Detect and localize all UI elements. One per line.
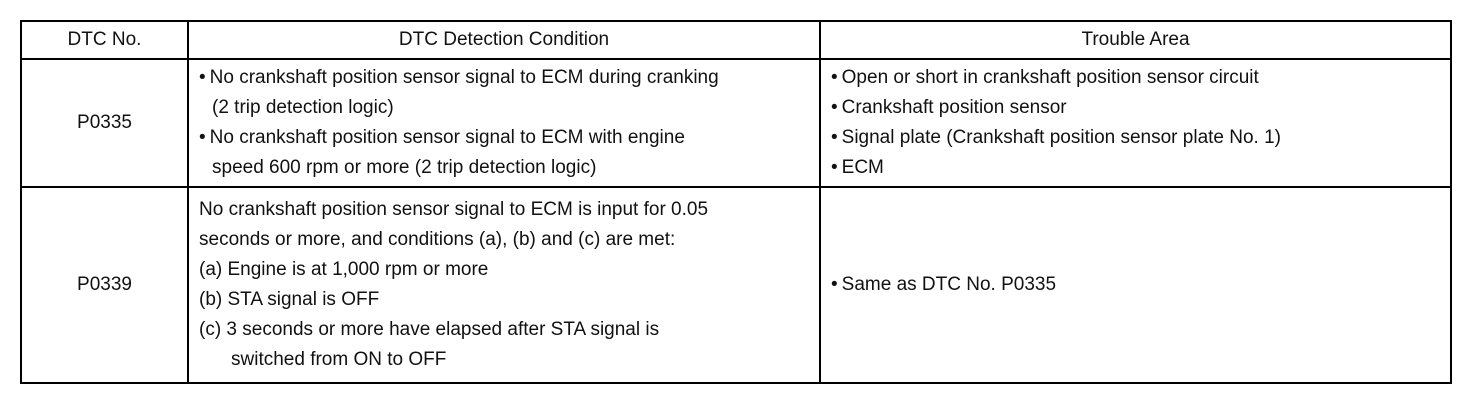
condition-line: No crankshaft position sensor signal to ECM is input for 0.05 <box>199 199 709 220</box>
condition-line: (b) STA signal is OFF <box>199 289 380 310</box>
condition-line: (c) 3 seconds or more have elapsed after STA signal is <box>199 319 660 340</box>
header-trouble-area: Trouble Area <box>820 21 1451 59</box>
trouble-area-item: • Open or short in crankshaft position sensor circuit <box>831 63 1440 93</box>
trouble-area <box>820 187 1451 383</box>
condition-line: • No crankshaft position sensor signal to ECM during cranking <box>199 63 809 93</box>
dtc-code: P0335 <box>21 59 188 187</box>
condition-line: switched from ON to OFF <box>231 349 447 370</box>
condition-line: • No crankshaft position sensor signal to ECM with engine <box>199 123 809 153</box>
trouble-area <box>820 59 1451 187</box>
detection-condition <box>188 59 820 187</box>
trouble-area-item: • ECM <box>831 153 1440 183</box>
condition-line: speed 600 rpm or more (2 trip detection logic) <box>212 157 597 178</box>
dtc-code: P0339 <box>21 187 188 383</box>
condition-line: (a) Engine is at 1,000 rpm or more <box>199 259 489 280</box>
detection-condition <box>188 187 820 383</box>
condition-line: (2 trip detection logic) <box>212 97 394 118</box>
table-row <box>21 59 1451 187</box>
dtc-table <box>20 20 1452 384</box>
header-detection-condition: DTC Detection Condition <box>188 21 820 59</box>
header-row <box>21 21 1451 59</box>
trouble-area-item: • Same as DTC No. P0335 <box>831 270 1440 300</box>
trouble-area-item: • Signal plate (Crankshaft position sensor plate No. 1) <box>831 123 1440 153</box>
table-row <box>21 187 1451 383</box>
trouble-area-item: • Crankshaft position sensor <box>831 93 1440 123</box>
condition-line: seconds or more, and conditions (a), (b) and (c) are met: <box>199 229 676 250</box>
header-dtc-no: DTC No. <box>21 21 188 59</box>
